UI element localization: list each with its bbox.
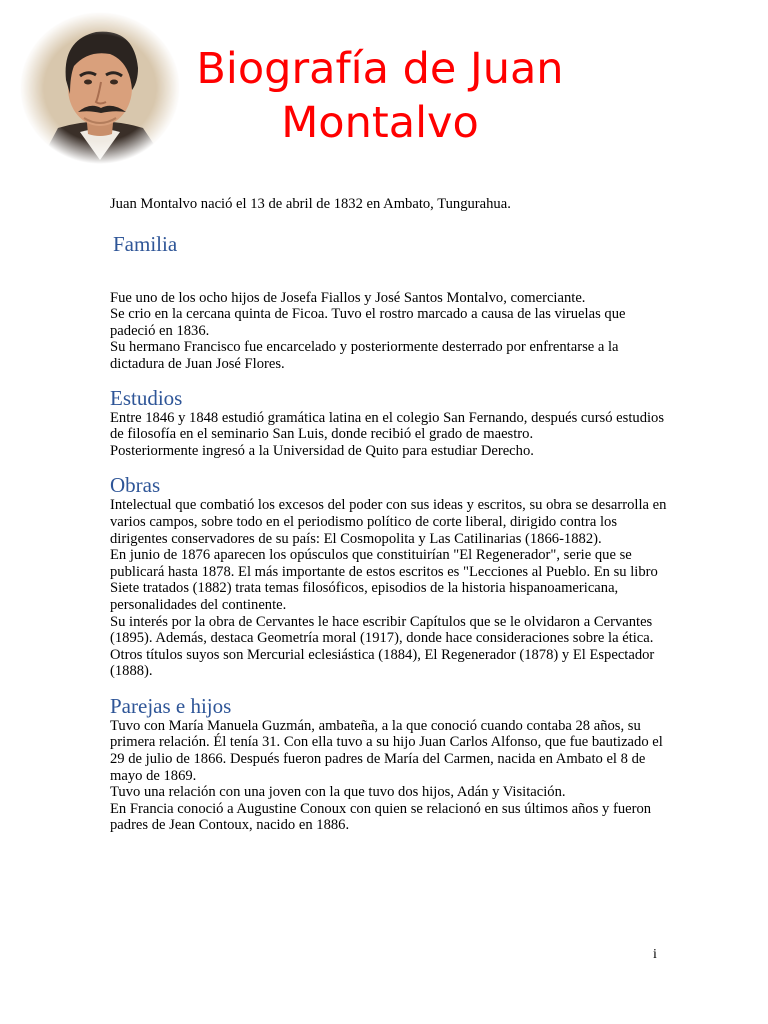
paragraph: Posteriormente ingresó a la Universidad de Quito para estudiar Derecho. bbox=[110, 442, 534, 459]
paragraph: Entre 1846 y 1848 estudió gramática latina en el colegio San Fernando, después cursó estudios de filosofía en el seminario San Luis, donde recibió el grado de maestro. bbox=[110, 409, 665, 443]
section-heading-parejas: Parejas e hijos bbox=[110, 693, 232, 718]
paragraph: Su hermano Francisco fue encarcelado y posteriormente desterrado por enfrentarse a la dictadura de Juan José Flores. bbox=[110, 339, 619, 372]
portrait-image bbox=[18, 10, 183, 165]
section-heading-obras: Obras bbox=[110, 473, 161, 498]
section-heading-estudios: Estudios bbox=[110, 385, 183, 410]
section-familia bbox=[110, 290, 670, 373]
paragraph: En junio de 1876 aparecen los opúsculos que constituirían "El Regenerador", serie que se publicará hasta 1878. El más importante de estos escritos es "Lecciones al Pueblo. En su libro Siete tratados (1882) trata temas filosóficos, episodios de la historia hispanoamericana, personalidades del continente. bbox=[110, 547, 658, 613]
document-body bbox=[110, 196, 670, 834]
paragraph: Tuvo una relación con una joven con la que tuvo dos hijos, Adán y Visitación. bbox=[110, 784, 566, 801]
section-estudios bbox=[110, 410, 670, 460]
section-obras bbox=[110, 497, 670, 680]
page-title: Biografía de Juan Montalvo bbox=[196, 44, 564, 148]
paragraph: En Francia conoció a Augustine Conoux con quien se relacionó en sus últimos años y fueron padres de Jean Contoux, nacido en 1886. bbox=[110, 800, 652, 834]
paragraph: Fue uno de los ocho hijos de Josefa Fiallos y José Santos Montalvo, comerciante. bbox=[110, 289, 586, 306]
section-heading-familia: Familia bbox=[113, 231, 178, 256]
section-parejas bbox=[110, 718, 670, 834]
intro-paragraph: Juan Montalvo nació el 13 de abril de 1832 en Ambato, Tungurahua. bbox=[110, 196, 511, 212]
page-number: i bbox=[653, 947, 657, 962]
paragraph: Su interés por la obra de Cervantes le hace escribir Capítulos que se le olvidaron a Cervantes (1895). Además, destaca Geometría moral (1917), donde hace consideraciones sobre la ética. Otros títulos suyos son Mercurial eclesiástica (1884), El Regenerador (1878) y El Espectador (1888). bbox=[110, 613, 655, 680]
paragraph: Se crio en la cercana quinta de Ficoa. Tuvo el rostro marcado a causa de las viruelas que padeció en 1836. bbox=[110, 306, 626, 339]
paragraph: Tuvo con María Manuela Guzmán, ambateña, a la que conoció cuando contaba 28 años, su primera relación. Él tenía 31. Con ella tuvo a su hijo Juan Carlos Alfonso, que fue bautizado el 29 de julio de 1866. Después fueron padres de María del Carmen, nacida en Ambato el 8 de mayo de 1869. bbox=[110, 717, 663, 784]
paragraph: Intelectual que combatió los excesos del poder con sus ideas y escritos, su obra se desarrolla en varios campos, sobre todo en el periodismo político de corte liberal, dirigido contra los dirigentes conservadores de su país: El Cosmopolita y Las Catilinarias (1866-1882). bbox=[110, 497, 667, 547]
